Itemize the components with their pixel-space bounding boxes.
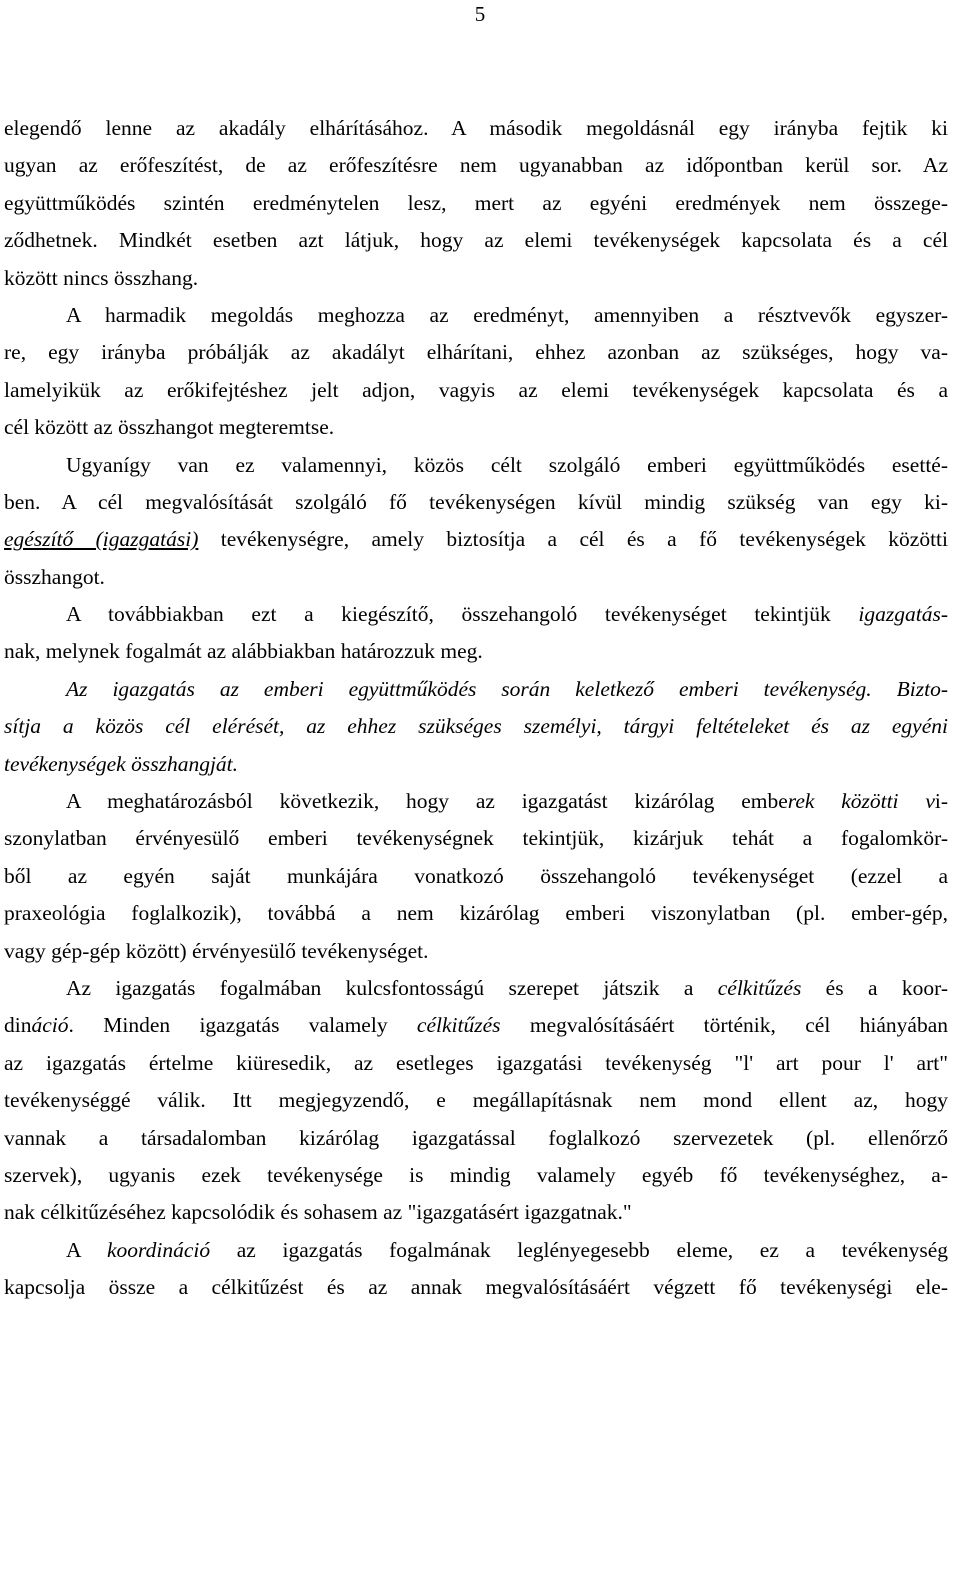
text-line <box>4 409 948 446</box>
text-line <box>4 110 948 147</box>
text-line <box>4 147 948 184</box>
text-segment: i- <box>934 789 948 814</box>
text-segment: ződhetnek. Mindkét esetben azt látjuk, hogy az elemi tevékenységek kapcsolata és a cél <box>4 228 948 253</box>
text-line <box>4 297 948 334</box>
text-line <box>4 596 948 633</box>
text-segment: célkitűzés <box>416 1013 501 1038</box>
text-line <box>4 185 948 222</box>
text-line <box>4 447 948 484</box>
text-segment: rek közötti v <box>787 789 935 814</box>
text-segment: Az igazgatás az emberi együttműködés során keletkező emberi tevékenység. Bizto- <box>66 676 948 701</box>
text-line <box>4 858 948 895</box>
text-line <box>4 260 948 297</box>
text-segment: A meghatározásból következik, hogy az igazgatást kizárólag embe <box>66 789 788 814</box>
text-line <box>4 372 948 409</box>
text-line <box>4 671 948 708</box>
text-line <box>4 895 948 932</box>
text-segment: ugyan az erőfeszítést, de az erőfeszítésre nem ugyanabban az időpontban kerül sor. Az <box>4 153 948 178</box>
text-segment: nak célkitűzéséhez kapcsolódik és sohasem az "igazgatásért igazgatnak." <box>4 1200 632 1225</box>
text-segment: elegendő lenne az akadály elhárításához. A második megoldásnál egy irányba fejtik ki <box>4 116 948 140</box>
text-segment: - <box>940 602 948 627</box>
text-segment: nak, melynek fogalmát az alábbiakban határozzuk meg. <box>4 639 483 664</box>
text-line <box>4 334 948 371</box>
text-segment: szervek), ugyanis ezek tevékenysége is mindig valamely egyéb fő tevékenységhez, a- <box>4 1162 948 1187</box>
text-segment: re, egy irányba próbálják az akadályt elhárítani, ehhez azonban az szükséges, hogy va- <box>4 340 948 365</box>
text-line <box>4 1269 948 1306</box>
text-line <box>4 1007 948 1044</box>
text-segment: ből az egyén saját munkájára vonatkozó összehangoló tevékenységet (ezzel a <box>4 863 948 888</box>
text-segment: igazgatás <box>858 602 941 627</box>
text-segment: kapcsolja össze a célkitűzést és az annak megvalósításáért végzett fő tevékenységi ele- <box>4 1275 948 1300</box>
text-segment: sítja a közös cél elérését, az ehhez szükséges személyi, tárgyi feltételeket és az egyéni <box>4 714 948 739</box>
text-segment: . Minden igazgatás valamely <box>68 1013 417 1038</box>
text-segment: din <box>4 1013 32 1038</box>
text-segment: és a koor- <box>801 975 949 1000</box>
text-line <box>4 783 948 820</box>
text-line <box>4 933 948 970</box>
text-segment: az igazgatás fogalmának leglényegesebb eleme, ez a tevékenység <box>210 1237 949 1262</box>
text-segment: koordináció <box>107 1237 211 1262</box>
text-line <box>4 1194 948 1231</box>
text-segment: praxeológia foglalkozik), továbbá a nem kizárólag emberi viszonylatban (pl. ember-gép, <box>4 901 948 926</box>
text-line <box>4 1045 948 1082</box>
text-segment: vagy gép-gép között) érvényesülő tevékenységet. <box>4 938 429 963</box>
text-segment: vannak a társadalomban kizárólag igazgatással foglalkozó szervezetek (pl. ellenőrző <box>4 1125 948 1150</box>
text-segment: Az igazgatás fogalmában kulcsfontosságú szerepet játszik a <box>66 975 718 1000</box>
text-segment: A <box>66 1237 107 1262</box>
text-segment: A harmadik megoldás meghozza az eredményt, amennyiben a résztvevők egyszer- <box>66 302 948 327</box>
text-segment: között nincs összhang. <box>4 265 199 290</box>
text-segment: tevékenységre, amely biztosítja a cél és a fő tevékenységek közötti <box>198 527 949 552</box>
text-segment: Ugyanígy van ez valamennyi, közös célt szolgáló emberi együttműködés esetté- <box>66 452 948 477</box>
text-segment: egészítő (igazgatási) <box>4 527 199 552</box>
text-line <box>4 1120 948 1157</box>
text-segment: célkitűzés <box>717 975 802 1000</box>
text-segment: áció <box>31 1013 69 1038</box>
text-segment: lamelyikük az erőkifejtéshez jelt adjon, vagyis az elemi tevékenységek kapcsolata és a <box>4 377 948 402</box>
text-line <box>4 970 948 1007</box>
text-line <box>4 484 948 521</box>
text-segment: tevékenységgé válik. Itt megjegyzendő, e megállapításnak nem mond ellent az, hogy <box>4 1088 948 1113</box>
text-line <box>4 820 948 857</box>
text-line <box>4 521 948 558</box>
text-segment: szonylatban érvényesülő emberi tevékenységnek tekintjük, kizárjuk tehát a fogalomkör- <box>4 826 948 851</box>
text-line <box>4 559 948 596</box>
text-line <box>4 1082 948 1119</box>
text-segment: ben. A cél megvalósítását szolgáló fő tevékenységen kívül mindig szükség van egy ki- <box>4 489 948 514</box>
text-segment: megvalósításáért történik, cél hiányában <box>500 1013 948 1038</box>
text-segment: az igazgatás értelme kiüresedik, az esetleges igazgatási tevékenység "l' art pour l' art" <box>4 1050 948 1075</box>
text-segment: cél között az összhangot megteremtse. <box>4 415 335 440</box>
text-segment: tevékenységek összhangját. <box>4 751 239 776</box>
text-line <box>4 708 948 745</box>
text-segment: együttműködés szintén eredménytelen lesz, mert az egyéni eredmények nem összege- <box>4 190 948 215</box>
document-body <box>4 110 948 1307</box>
text-segment: A továbbiakban ezt a kiegészítő, összehangoló tevékenységet tekintjük <box>66 602 859 627</box>
text-line <box>4 633 948 670</box>
text-line <box>4 1157 948 1194</box>
text-segment: összhangot. <box>4 564 105 589</box>
text-line <box>4 1232 948 1269</box>
text-line <box>4 222 948 259</box>
page-number: 5 <box>474 2 486 26</box>
text-line <box>4 746 948 783</box>
